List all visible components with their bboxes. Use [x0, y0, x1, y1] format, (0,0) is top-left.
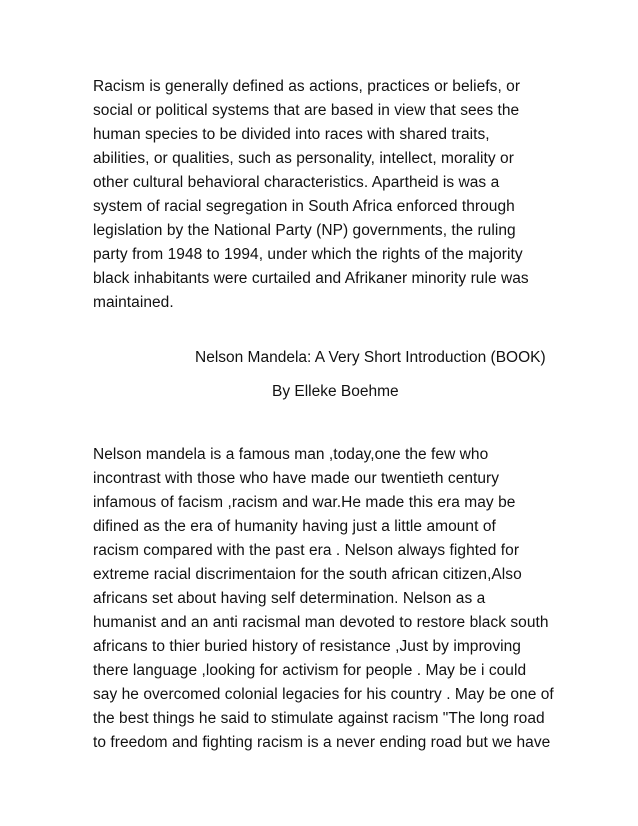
- paragraph1-line: human species to be divided into races with shared traits,: [93, 126, 490, 143]
- paragraph2-line: there language ,looking for activism for people . May be i could: [93, 662, 527, 679]
- paragraph2-line: infamous of facism ,racism and war.He made this era may be: [93, 494, 516, 511]
- paragraph2-line: to freedom and fighting racism is a never ending road but we have: [93, 734, 551, 751]
- paragraph1-line: legislation by the National Party (NP) governments, the ruling: [93, 222, 516, 239]
- paragraph2-line: Nelson mandela is a famous man ,today,one the few who: [93, 446, 489, 463]
- paragraph2-line: the best things he said to stimulate against racism "The long road: [93, 710, 545, 727]
- paragraph2-line: racism compared with the past era . Nelson always fighted for: [93, 542, 520, 559]
- paragraph1-line: black inhabitants were curtailed and Afrikaner minority rule was: [93, 270, 529, 287]
- book-author: By Elleke Boehme: [272, 383, 399, 400]
- paragraph2-line: say he overcomed colonial legacies for his country . May be one of: [93, 686, 554, 703]
- paragraph2-line: incontrast with those who have made our twentieth century: [93, 470, 500, 487]
- book-title: Nelson Mandela: A Very Short Introduction (BOOK): [195, 349, 546, 366]
- paragraph1-line: Racism is generally defined as actions, practices or beliefs, or: [93, 78, 521, 95]
- paragraph1-line: social or political systems that are based in view that sees the: [93, 102, 520, 119]
- paragraph1-line: system of racial segregation in South Africa enforced through: [93, 198, 515, 215]
- paragraph2-line: africans to thier buried history of resistance ,Just by improving: [93, 638, 521, 655]
- paragraph1-line: other cultural behavioral characteristics. Apartheid is was a: [93, 174, 500, 191]
- paragraph1-line: abilities, or qualities, such as personality, intellect, morality or: [93, 150, 514, 167]
- paragraph1-line: maintained.: [93, 294, 174, 311]
- paragraph2-line: extreme racial discrimentaion for the south african citizen,Also: [93, 566, 522, 583]
- paragraph2-line: africans set about having self determination. Nelson as a: [93, 590, 486, 607]
- paragraph1-line: party from 1948 to 1994, under which the rights of the majority: [93, 246, 523, 263]
- paragraph2-line: humanist and an anti racismal man devoted to restore black south: [93, 614, 549, 631]
- paragraph2-line: difined as the era of humanity having just a little amount of: [93, 518, 496, 535]
